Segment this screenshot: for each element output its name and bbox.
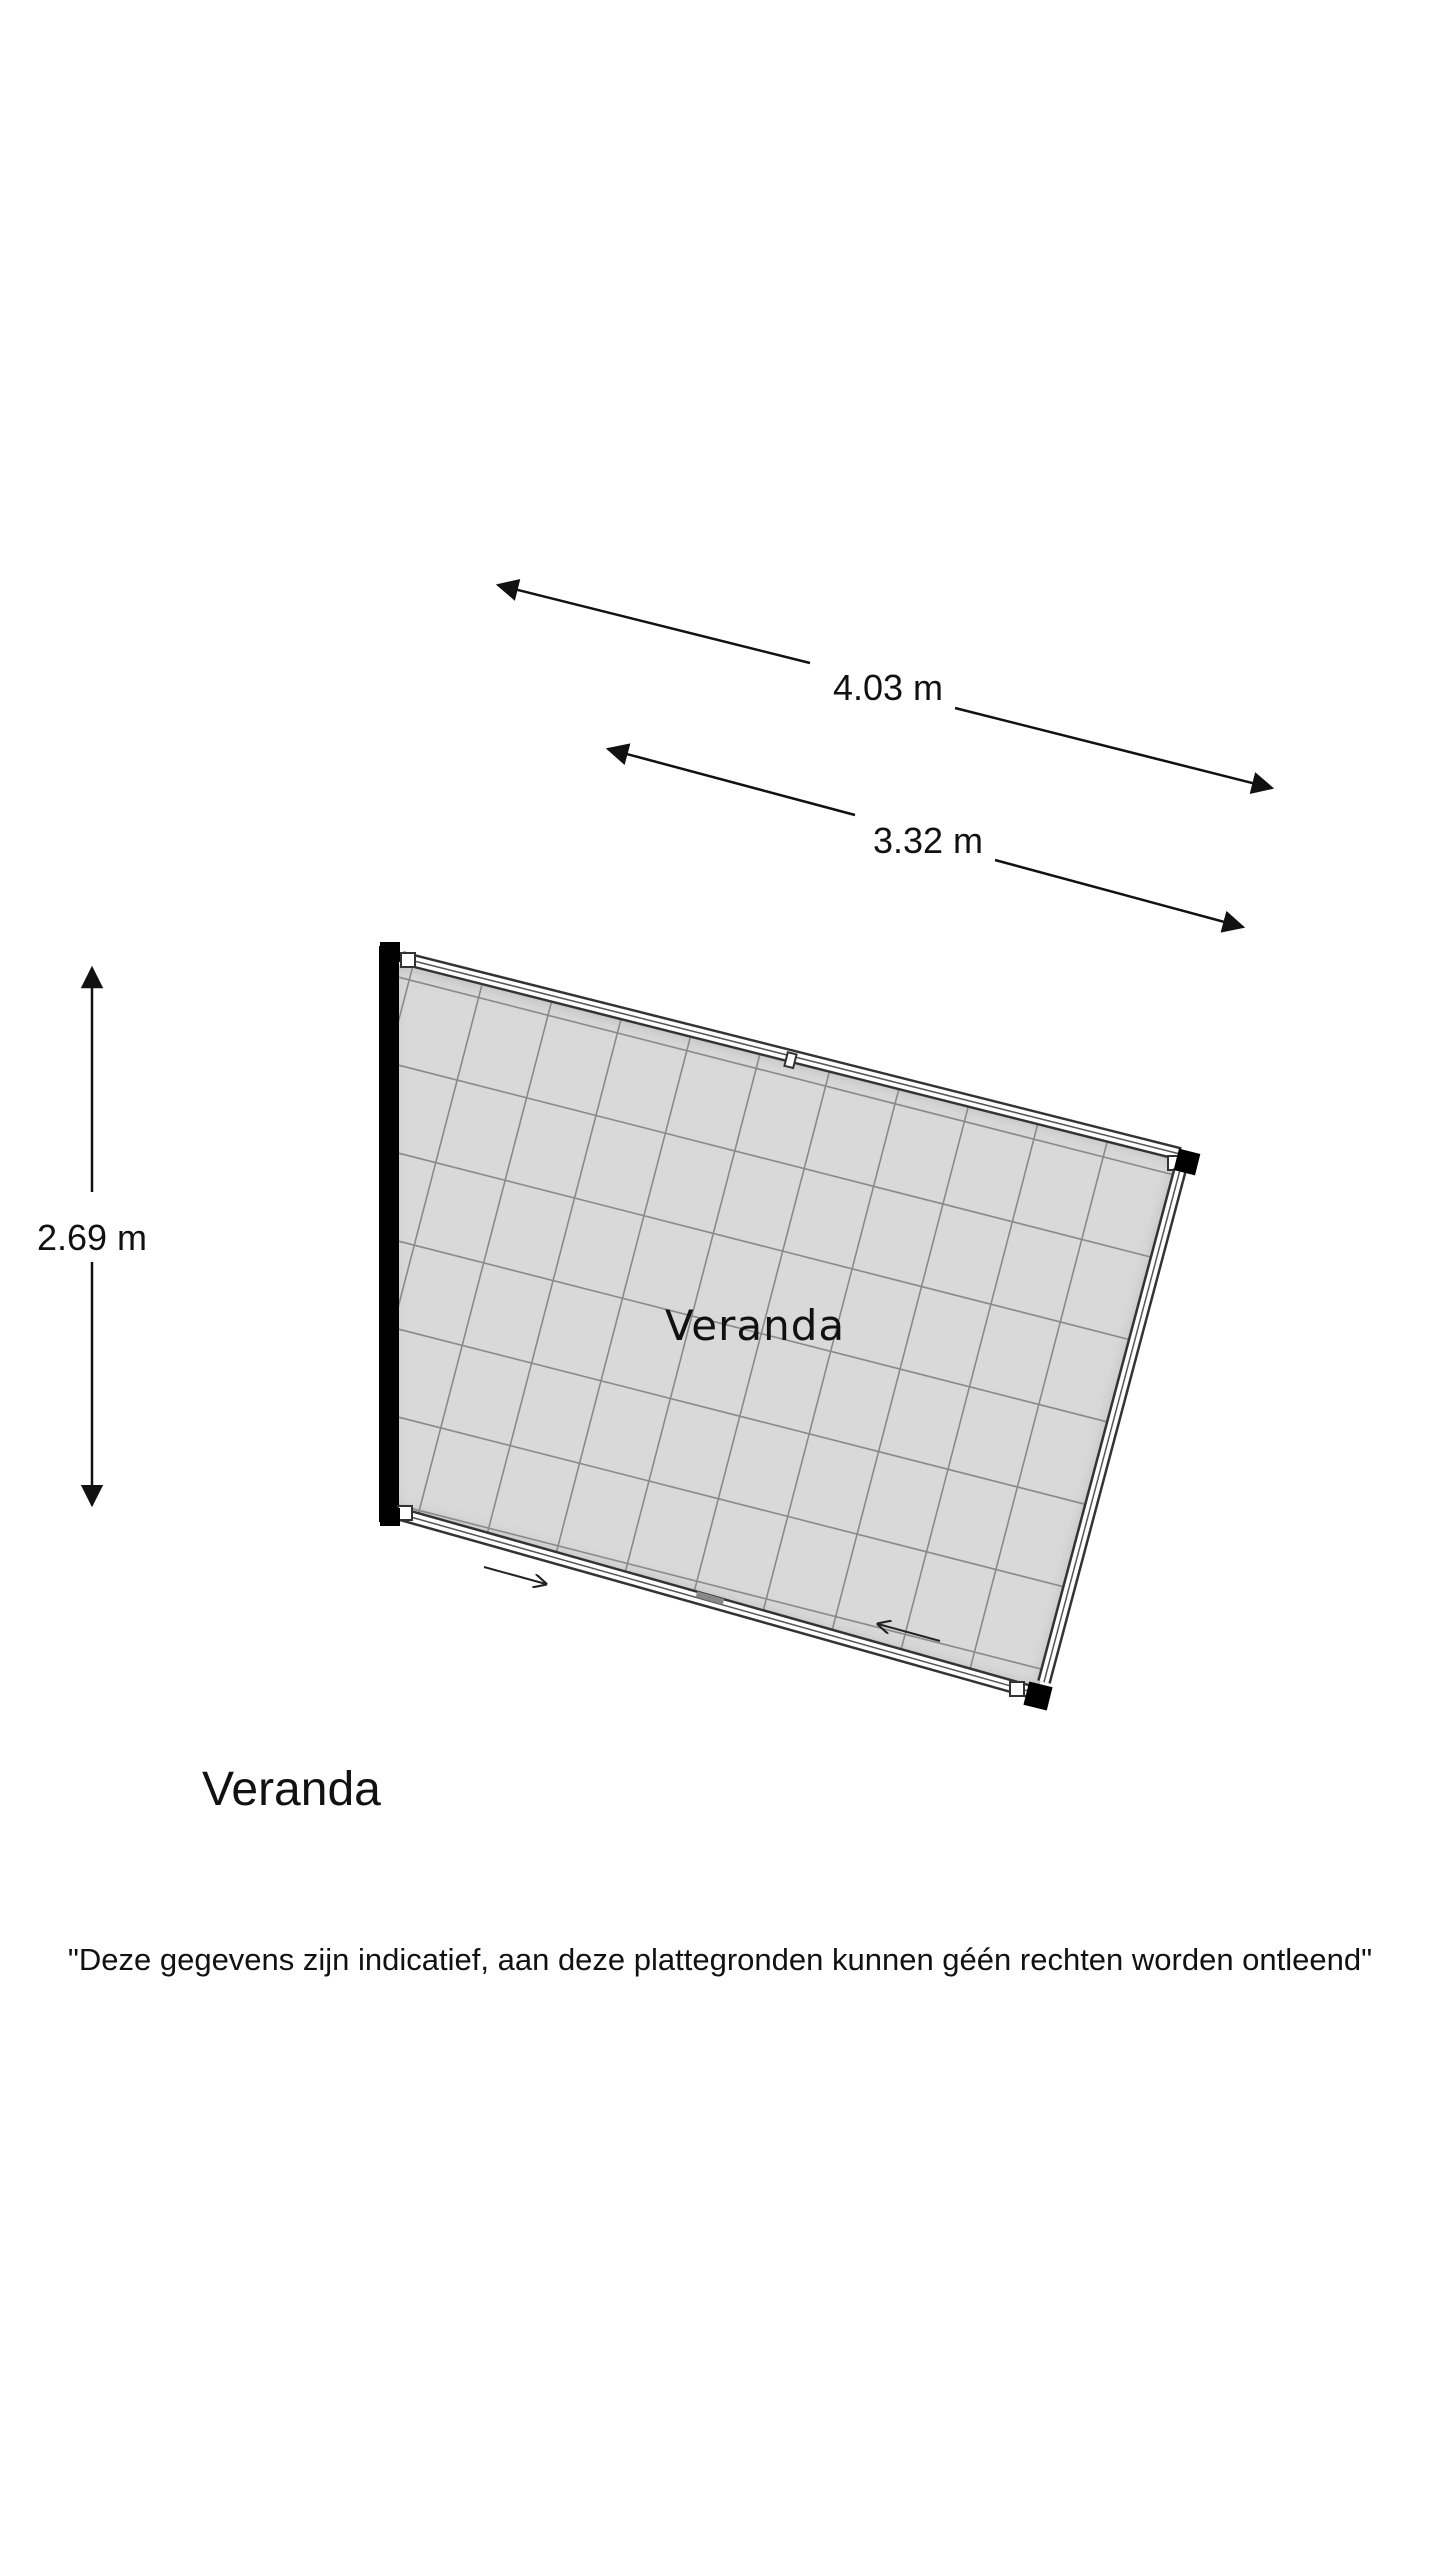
- dimension-outer-width: [498, 585, 1272, 788]
- tile-line: [1171, 900, 1392, 1750]
- room-label: Veranda: [664, 1301, 846, 1350]
- dimension-outer-width-label: 4.03 m: [832, 667, 944, 708]
- tile-line: [61, 900, 282, 1750]
- dimension-depth-label: 2.69 m: [36, 1217, 148, 1258]
- dimension-inner-width-label: 3.32 m: [872, 820, 984, 861]
- disclaimer-text: "Deze gegevens zijn indicatief, aan deze plattegronden kunnen géén rechten worden ontleend": [67, 1942, 1373, 1977]
- tile-line: [300, 2008, 1250, 2250]
- tile-line: [135, 900, 356, 1750]
- floor-title: Veranda: [202, 1763, 381, 1816]
- corner-post-bottom-left: [380, 1508, 400, 1526]
- dimension-depth: [37, 968, 147, 1505]
- room-veranda: [61, 776, 1440, 2250]
- tile-line: [300, 1656, 1250, 1898]
- dimension-inner-width: [608, 749, 1243, 927]
- tile-line: [1245, 900, 1440, 1750]
- arrow-right-icon: [484, 1567, 546, 1584]
- corner-post-top-left: [380, 942, 400, 962]
